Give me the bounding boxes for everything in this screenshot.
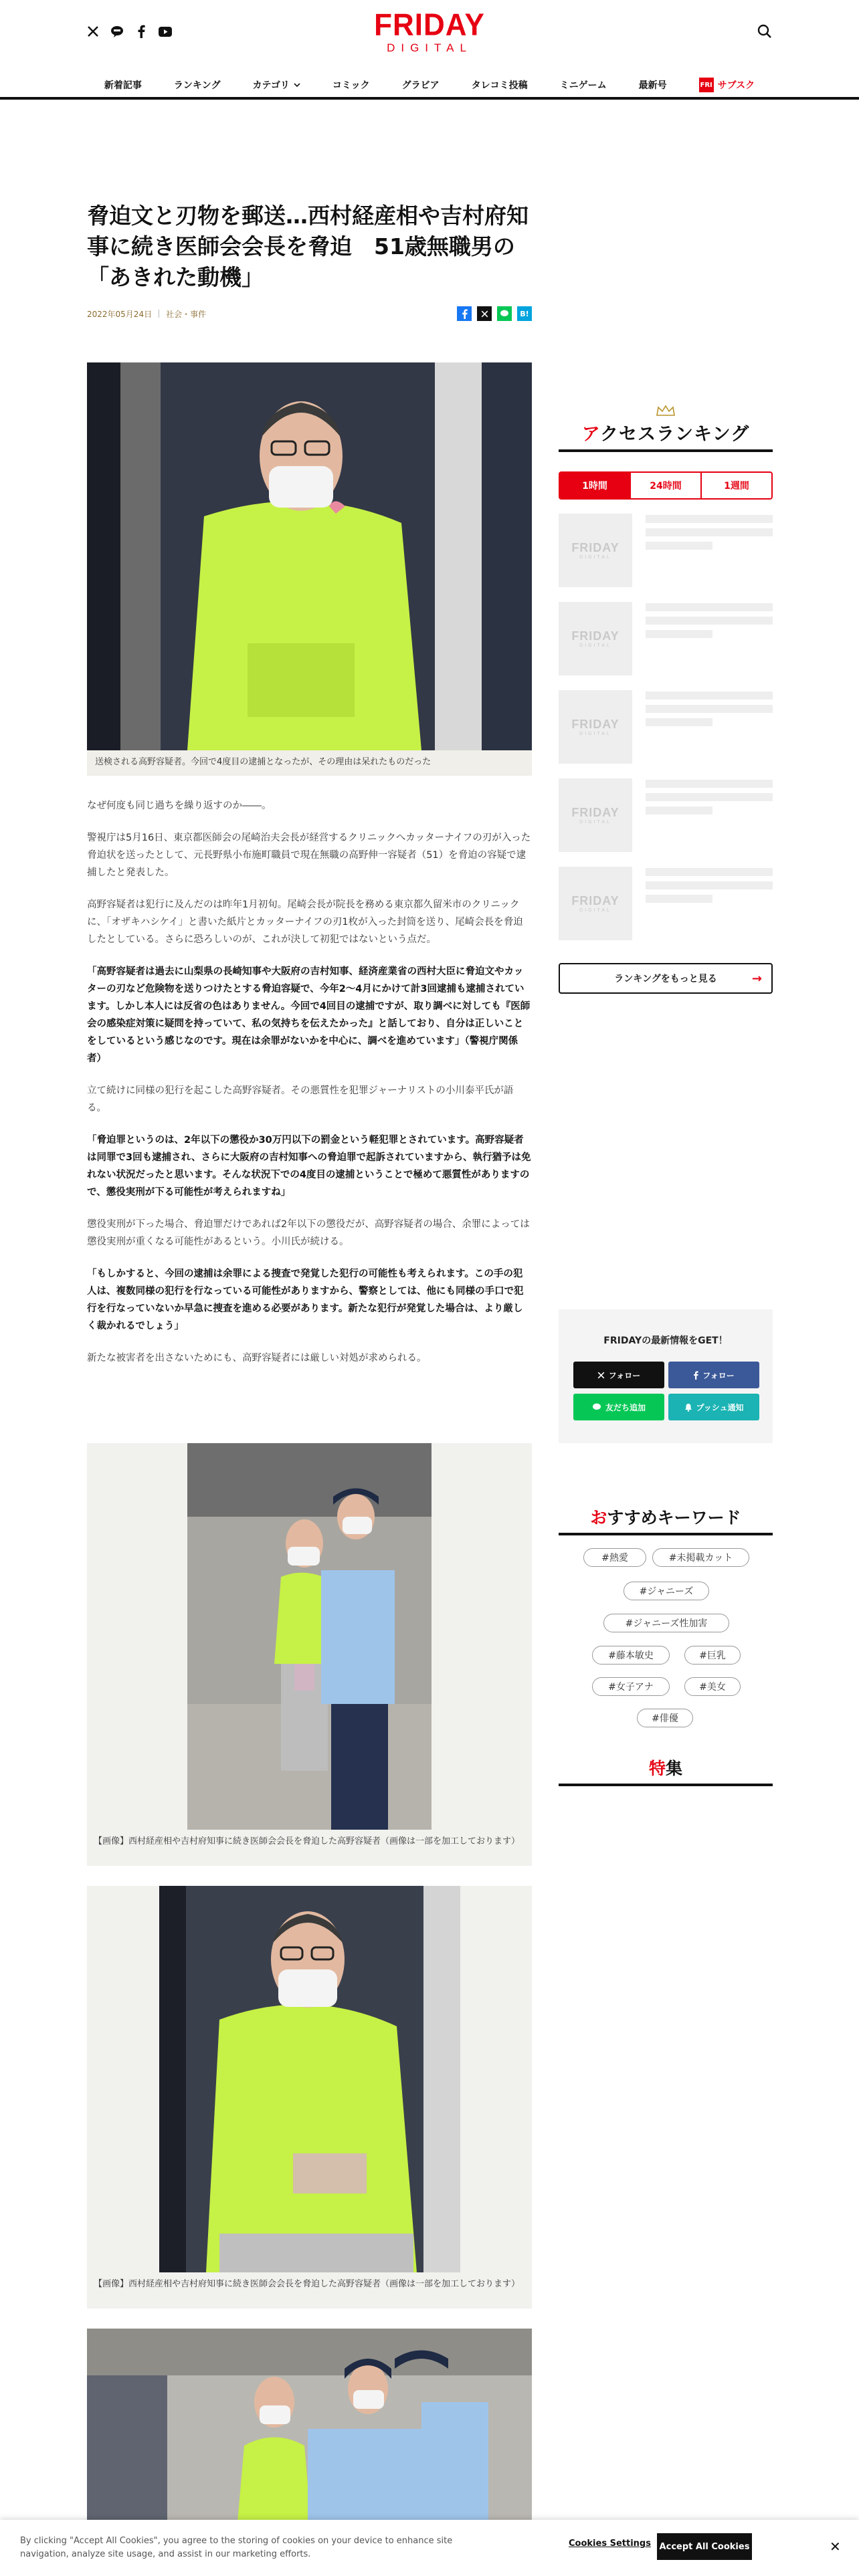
gallery-item[interactable] [87,2329,532,2523]
share-buttons [457,306,532,321]
text-skeleton [646,528,773,536]
placeholder-sub: DIGITAL [579,732,611,736]
text-skeleton [646,780,773,788]
facebook-icon [693,1371,698,1380]
article-meta [87,305,532,322]
ranking-thumb-placeholder [559,602,632,675]
ranking-header [559,405,773,452]
article [87,201,532,1382]
feature-title [559,1755,773,1780]
feature-header [559,1755,773,1786]
gallery-photo [159,1886,460,2272]
fri-badge-icon: FRI [699,78,714,92]
button-label: 友だち追加 [605,1402,646,1412]
ranking-tabs [559,471,773,500]
ranking-title [559,419,773,445]
title-accent: ア [581,424,600,445]
placeholder-logo: FRIDAY [571,894,619,907]
line-share-icon[interactable] [497,306,512,321]
article-body [87,797,532,1367]
paragraph: 懲役実刑が下った場合、脅迫罪だけであれば2年以下の懲役だが、高野容疑者の場合、余罪によっては懲役実刑が重くなる可能性があるという。小川氏が続ける。 [87,1219,530,1247]
gallery-photo [87,2329,532,2523]
follow-facebook-button[interactable] [668,1362,759,1388]
site-logo[interactable] [0,9,859,55]
keywords-header [559,1505,773,1535]
tab-1w[interactable]: 1週間 [700,473,771,498]
ranking-more-button[interactable] [559,963,773,994]
text-skeleton [646,515,773,523]
nav-label: コミック [332,80,370,91]
button-label: フォロー [702,1370,735,1380]
keyword-tag[interactable]: #美女 [684,1677,741,1696]
text-skeleton [646,793,773,801]
placeholder-sub: DIGITAL [579,820,611,825]
paragraph: 高野容疑者は犯行に及んだのは昨年1月初旬。尾崎会長が院長を務める東京都久留米市のクリニックに、「オザキハシケイ」と書いた紙片とカッターナイフの刃1枚が入った封筒を送り、尾崎会長を脅迫したとしている。さらに恐ろしいのが、これが決して初犯ではないという点だ。 [87,899,523,945]
placeholder-logo: FRIDAY [571,541,619,554]
nav-label: ミニゲーム [559,80,607,91]
follow-box [559,1309,773,1443]
nav-item-ranking[interactable] [158,78,237,92]
text-skeleton [646,542,712,550]
gallery-photo [187,1443,432,1830]
keyword-tag[interactable]: #女子アナ [592,1677,670,1696]
quote-paragraph: 「脅迫罪というのは、2年以下の懲役か30万円以下の罰金という軽犯罪とされています。高野容疑者は同罪で3回も逮捕され、さらに大阪府の吉村知事への脅迫罪で起訴されていますから、執行猶予は免れない状況だったと思います。そんな状況下での4度目の逮捕ということで極めて悪質性がありますので、懲役実刑が下る可能性が考えられますね」 [87,1135,531,1198]
ranking-item[interactable] [559,602,773,675]
nav-label: ランキング [173,80,221,91]
text-skeleton [646,868,773,876]
photo-caption: 送検される高野容疑者。今回で4度目の逮捕となったが、その理由は呆れたものだった [87,750,532,776]
gallery-caption: 【画像】西村経産相や吉村府知事に続き医師会会長を脅迫した高野容疑者（画像は一部を加工しております） [94,2279,520,2289]
accept-cookies-button[interactable]: Accept All Cookies [657,2533,752,2560]
cookie-banner [0,2520,859,2576]
article-main-photo [87,362,532,776]
x-share-icon[interactable] [477,306,492,321]
crown-icon [656,405,676,417]
ranking-thumb-placeholder [559,778,632,852]
title-accent: お [590,1508,607,1527]
suspect-photo [87,362,532,750]
placeholder-logo: FRIDAY [571,629,619,643]
text-skeleton [646,705,773,713]
nav-item-gravure[interactable] [386,78,456,92]
text-skeleton [646,691,773,700]
facebook-share-icon[interactable] [457,306,472,321]
nav-label: カテゴリ [252,80,290,91]
ranking-thumb-placeholder [559,514,632,587]
nav-item-new[interactable] [88,78,158,92]
button-label: フォロー [608,1370,641,1380]
title-rest: すすめキーワード [607,1508,741,1527]
ranking-item[interactable] [559,867,773,940]
hatena-share-icon[interactable]: B! [517,306,532,321]
tab-24h[interactable]: 24時間 [630,473,700,498]
nav-item-subscribe[interactable] [683,78,771,92]
nav-item-tip[interactable] [456,78,544,92]
nav-item-comic[interactable] [316,78,386,92]
line-icon [592,1403,601,1411]
text-skeleton [646,630,712,638]
cookie-text: By clicking "Accept All Cookies", you agree to the storing of cookies on your device to enhance site navigation, analyze site usage, and assist in our marketing efforts. [20,2536,453,2559]
push-notification-button[interactable] [668,1394,759,1420]
gallery-item[interactable] [87,1443,532,1866]
keyword-tag[interactable]: #藤本敏史 [592,1646,670,1665]
placeholder-logo: FRIDAY [571,718,619,731]
gallery-caption: 【画像】西村経産相や吉村府知事に続き医師会会長を脅迫した高野容疑者（画像は一部を加工しております） [94,1836,520,1846]
more-label: ランキングをもっと見る [614,974,717,984]
title-rule [559,1784,773,1786]
ranking-item[interactable] [559,514,773,587]
keywords-title [559,1505,773,1529]
main-nav [0,72,859,98]
nav-label: サブスク [717,80,755,91]
quote-paragraph: 「もしかすると、今回の逮捕は余罪による捜査で発覚した犯行の可能性も考えられます。この手の犯人は、複数同様の犯行を行なっている可能性がありますから、警察としては、他にも同様の手口で犯行を行なっていないか早急に捜査を進める必要があります。新たな犯行が発覚した場合は、より厳しく裁かれるでしょう」 [87,1269,524,1331]
ranking-item[interactable] [559,778,773,852]
paragraph: なぜ何度も同じ過ちを繰り返すのか――。 [87,800,272,811]
gallery-item[interactable] [87,1886,532,2309]
text-skeleton [646,881,773,889]
article-category[interactable]: 社会・事件 [166,309,207,319]
button-label: プッシュ通知 [696,1402,744,1412]
paragraph: 立て続けに同様の犯行を起こした高野容疑者。その悪質性を犯罪ジャーナリストの小川泰平氏が語る。 [87,1085,514,1113]
follow-line-button[interactable] [573,1394,664,1420]
keyword-tag[interactable]: #ジャニーズ性加害 [603,1614,729,1632]
x-icon [597,1372,605,1379]
title-accent: 特 [648,1759,666,1778]
nav-item-minigame[interactable] [544,78,623,92]
nav-label: グラビア [401,80,440,91]
cookie-settings-link[interactable]: Cookies Settings [569,2539,651,2549]
follow-title: FRIDAYの最新情報をGET！ [603,1335,728,1346]
nav-item-category[interactable] [236,78,316,92]
logo-main: FRIDAY [374,7,485,43]
placeholder-sub: DIGITAL [579,643,611,648]
placeholder-logo: FRIDAY [571,806,619,819]
title-rule [559,1533,773,1535]
nav-label: 最新号 [638,80,667,91]
paragraph: 新たな被害者を出さないためにも、高野容疑者には厳しい対処が求められる。 [87,1353,427,1364]
text-skeleton [646,603,773,611]
ranking-item[interactable] [559,690,773,764]
keyword-tag[interactable]: #俳優 [637,1709,693,1727]
keyword-tag[interactable]: #ジャニーズ [624,1582,709,1600]
close-icon[interactable]: ✕ [830,2539,841,2555]
site-header [0,0,859,64]
placeholder-sub: DIGITAL [579,555,611,560]
title-rest: クセスランキング [600,424,750,445]
placeholder-sub: DIGITAL [579,908,611,913]
nav-label: タレコミ投稿 [471,80,528,91]
keyword-tag[interactable]: #未掲載カット [652,1548,749,1567]
title-rule [559,449,773,452]
chevron-down-icon [294,83,300,88]
text-skeleton [646,617,773,625]
text-skeleton [646,895,712,903]
text-skeleton [646,718,712,726]
article-date: 2022年05月24日 [87,309,153,319]
title-rest: 集 [666,1759,683,1778]
paragraph: 警視庁は5月16日、東京都医師会の尾崎治夫会長が経営するクリニックへカッターナイフの刃が入った脅迫状を送ったとして、元長野県小布施町職員で現在無職の高野伸一容疑者（51）を脅迫の容疑で逮捕したと発表した。 [87,833,531,878]
ranking-thumb-placeholder [559,690,632,764]
quote-paragraph: 「高野容疑者は過去に山梨県の長崎知事や大阪府の吉村知事、経済産業省の西村大臣に脅迫文やカッターの刃など危険物を送りつけたとする脅迫容疑で、今年2～4月にかけて計3回逮捕も逮捕されています。しかし本人には反省の色はありません。今回で4回目の逮捕ですが、取り調べに対しても『医師会の感染症対策に疑問を持っていて、私の気持ちを伝えたかった』と話しており、自分は正しいことをしているという感じなのです。現在は余罪がないかを中心に、調べを進めています」（警視庁関係者） [87,966,531,1064]
follow-x-button[interactable] [573,1362,664,1388]
nav-label: 新着記事 [104,80,142,91]
keyword-tag[interactable]: #巨乳 [684,1646,741,1665]
nav-divider [0,97,859,100]
tab-1h[interactable]: 1時間 [560,473,630,498]
nav-item-latest[interactable] [623,78,683,92]
ranking-thumb-placeholder [559,867,632,940]
logo-sub: DIGITAL [387,41,472,54]
bell-icon [684,1403,692,1412]
arrow-right-icon: → [751,971,762,986]
article-title: 脅迫文と刃物を郵送…西村経産相や吉村府知事に続き医師会会長を脅迫 51歳無職男の「あきれた動機」 [87,203,529,290]
search-icon[interactable] [757,24,773,40]
text-skeleton [646,807,712,815]
keyword-tag[interactable]: #熱愛 [583,1548,646,1567]
